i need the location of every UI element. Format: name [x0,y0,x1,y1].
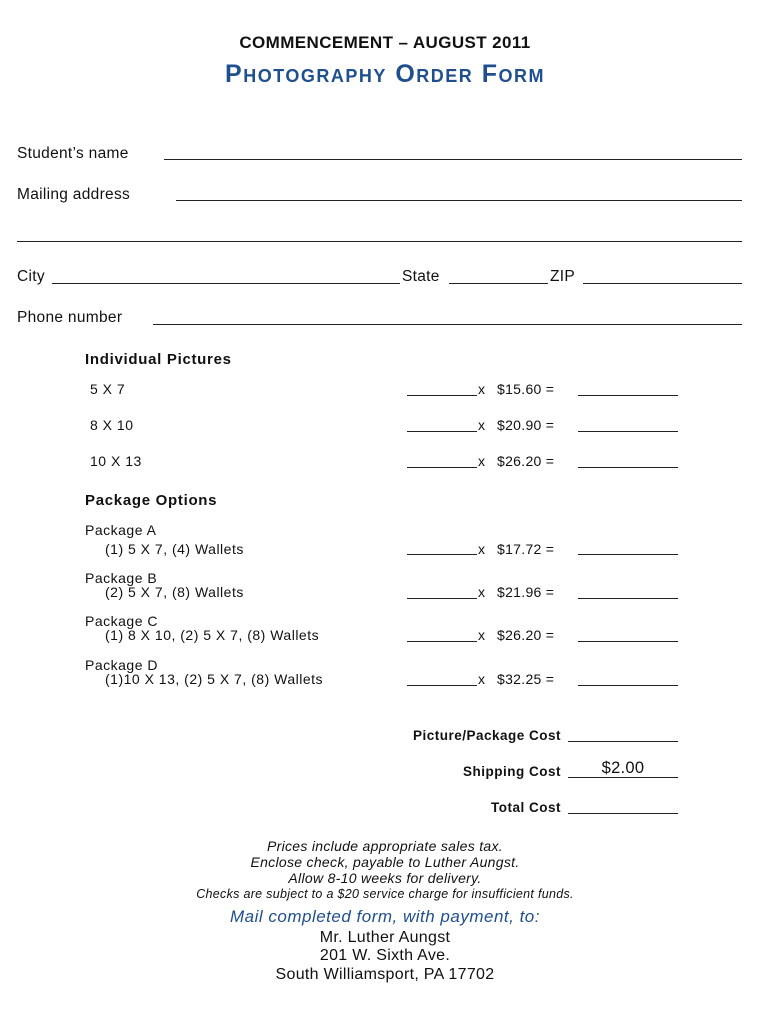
item-8x10-qty-field[interactable] [407,431,477,432]
package-c-price: $26.20 = [497,627,555,643]
picture-package-cost-field[interactable] [568,741,678,742]
student-name-field[interactable] [164,159,742,160]
times-symbol: x [478,541,485,557]
package-d-detail: (1)10 X 13, (2) 5 X 7, (8) Wallets [105,671,323,687]
package-b-total-field[interactable] [578,598,678,599]
note-service-charge: Checks are subject to a $20 service charge for insufficient funds. [196,887,574,901]
note-sales-tax: Prices include appropriate sales tax. [267,838,503,854]
mailing-address-field-line2[interactable] [17,241,742,242]
item-10x13-qty-field[interactable] [407,467,477,468]
mailing-address-label: Mailing address [17,186,131,203]
package-c-detail: (1) 8 X 10, (2) 5 X 7, (8) Wallets [105,627,320,643]
shipping-cost-value: $2.00 [601,759,645,777]
package-c-qty-field[interactable] [407,641,477,642]
note-payable: Enclose check, payable to Luther Aungst. [250,854,520,870]
phone-field[interactable] [153,324,742,325]
mail-city: South Williamsport, PA 17702 [275,966,495,983]
package-a-total-field[interactable] [578,554,678,555]
package-d-name: Package D [85,657,158,673]
total-cost-field[interactable] [568,813,678,814]
package-b-qty-field[interactable] [407,598,477,599]
zip-field[interactable] [583,283,742,284]
event-heading: COMMENCEMENT – AUGUST 2011 [239,33,531,52]
item-10x13-label: 10 X 13 [90,453,142,469]
state-field[interactable] [449,283,548,284]
phone-label: Phone number [17,309,123,326]
package-b-price: $21.96 = [497,584,555,600]
item-8x10-label: 8 X 10 [90,417,134,433]
times-symbol: x [478,381,485,397]
item-8x10-total-field[interactable] [578,431,678,432]
total-cost-label: Total Cost [491,800,561,815]
item-8x10-price: $20.90 = [497,417,555,433]
times-symbol: x [478,671,485,687]
city-label: City [17,268,45,285]
item-10x13-price: $26.20 = [497,453,555,469]
package-d-total-field[interactable] [578,685,678,686]
mail-recipient: Mr. Luther Aungst [319,929,451,946]
student-name-label: Student’s name [17,145,129,162]
package-a-name: Package A [85,522,157,538]
times-symbol: x [478,627,485,643]
item-5x7-price: $15.60 = [497,381,555,397]
times-symbol: x [478,453,485,469]
package-c-total-field[interactable] [578,641,678,642]
package-options-heading: Package Options [85,492,218,509]
mail-heading: Mail completed form, with payment, to: [229,907,540,926]
times-symbol: x [478,417,485,433]
note-delivery: Allow 8-10 weeks for delivery. [288,870,482,886]
form-title: Photography Order Form [225,60,545,88]
times-symbol: x [478,584,485,600]
individual-pictures-heading: Individual Pictures [85,351,232,368]
shipping-cost-field [568,777,678,778]
zip-label: ZIP [550,268,576,285]
package-d-price: $32.25 = [497,671,555,687]
city-field[interactable] [52,283,400,284]
item-5x7-qty-field[interactable] [407,395,477,396]
package-a-price: $17.72 = [497,541,555,557]
mail-street: 201 W. Sixth Ave. [319,947,451,964]
shipping-cost-label: Shipping Cost [463,764,561,779]
mailing-address-field[interactable] [176,200,742,201]
package-d-qty-field[interactable] [407,685,477,686]
package-b-name: Package B [85,570,158,586]
package-c-name: Package C [85,613,158,629]
package-b-detail: (2) 5 X 7, (8) Wallets [105,584,244,600]
picture-package-cost-label: Picture/Package Cost [412,728,561,743]
package-a-qty-field[interactable] [407,554,477,555]
state-label: State [402,268,440,285]
package-a-detail: (1) 5 X 7, (4) Wallets [105,541,244,557]
item-5x7-total-field[interactable] [578,395,678,396]
item-10x13-total-field[interactable] [578,467,678,468]
item-5x7-label: 5 X 7 [90,381,126,397]
